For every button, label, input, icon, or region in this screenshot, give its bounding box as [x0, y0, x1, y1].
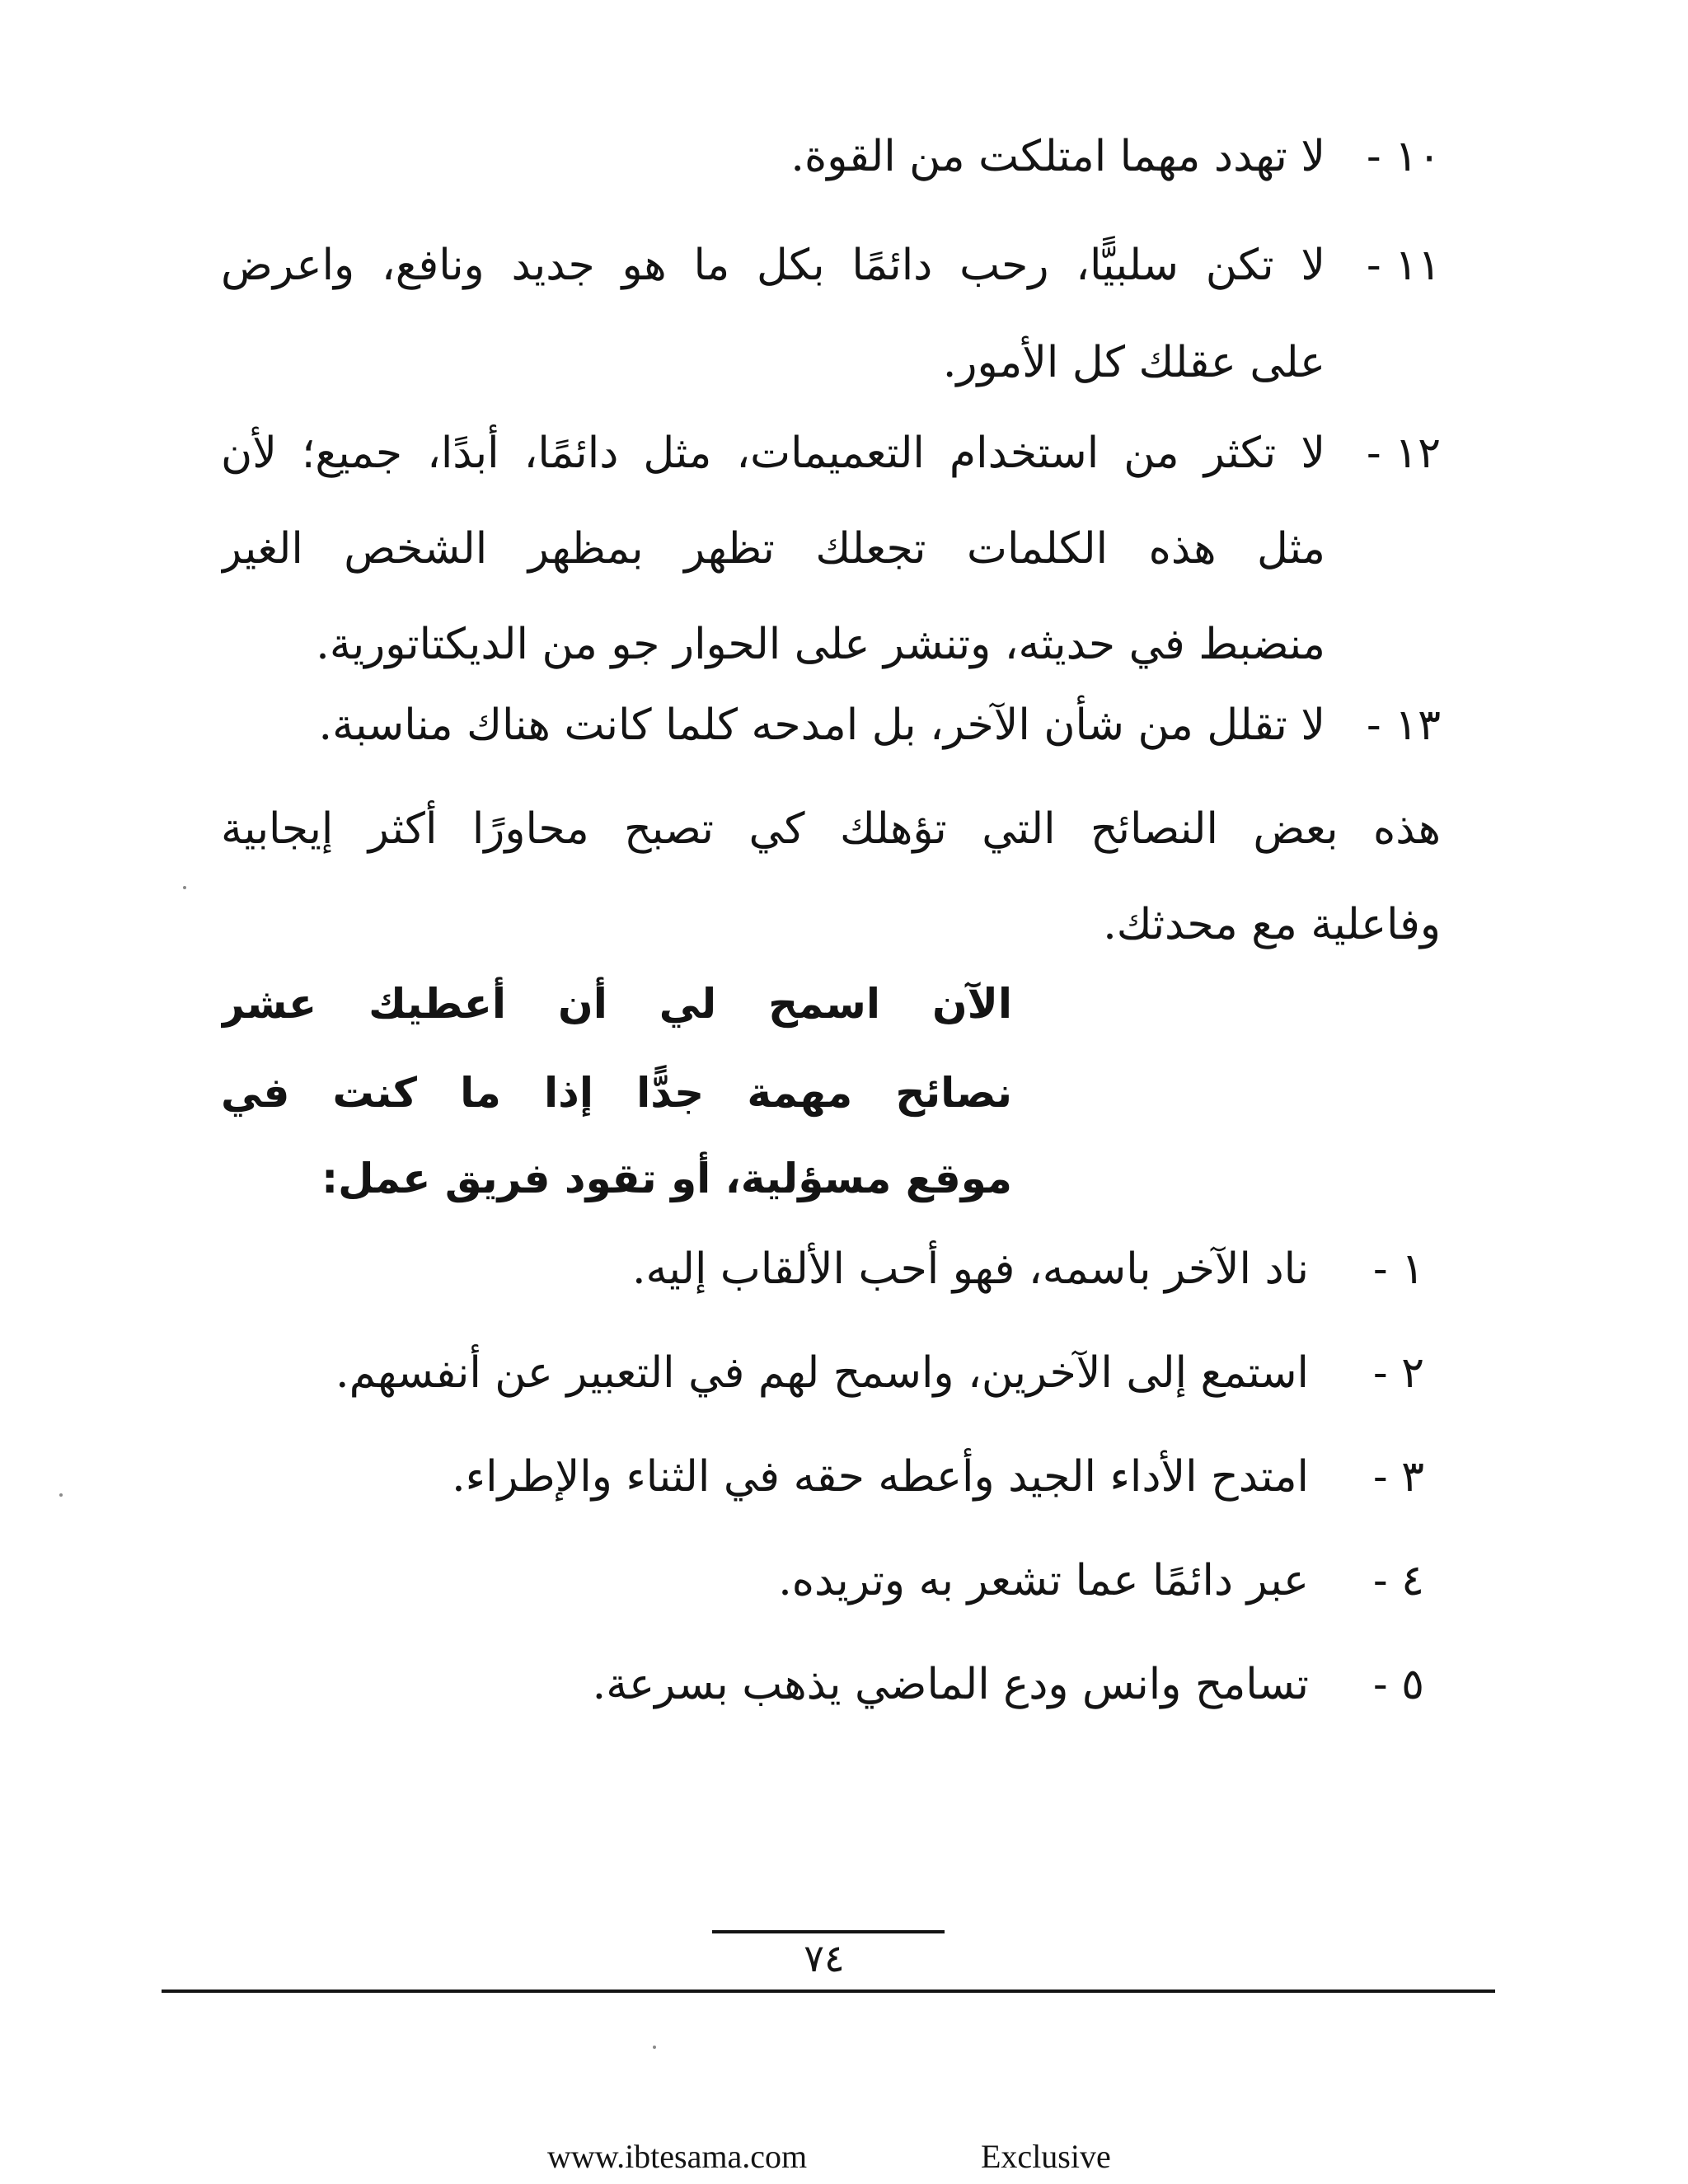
- footer-tag: Exclusive: [981, 2138, 1111, 2175]
- tip-5: [270, 1652, 1424, 1718]
- item-12-num: ١٢ -: [1367, 429, 1441, 478]
- tip-3: [270, 1444, 1424, 1510]
- tip-4: [270, 1548, 1424, 1614]
- heading-line-1: الآن اسمح لي أن أعطيك عشر: [221, 980, 1012, 1028]
- scan-speck: [59, 1493, 63, 1497]
- footer-website: www.ibtesama.com: [547, 2138, 808, 2175]
- item-10-text: لا تهدد مهما امتلكت من القوة.: [790, 132, 1325, 181]
- tip-4-num: ٤ -: [1372, 1556, 1424, 1605]
- tip-2: [270, 1340, 1424, 1406]
- scan-speck: [653, 2046, 656, 2049]
- footer-rule: [162, 1990, 1495, 1993]
- tip-5-num: ٥ -: [1372, 1660, 1424, 1709]
- tip-1: [270, 1236, 1424, 1302]
- heading-line-3: موقع مسؤلية، أو تقود فريق عمل:: [321, 1155, 1012, 1202]
- item-13-text: لا تقلل من شأن الآخر، بل امدحه كلما كانت هناك مناسبة.: [318, 701, 1325, 750]
- item-11-num: ١١ -: [1367, 241, 1441, 290]
- summary-line-1: هذه بعض النصائح التي تؤهلك كي تصبح محاورًا أكثر إيجابية: [221, 804, 1441, 854]
- item-12-line-1: لا تكثر من استخدام التعميمات، مثل دائمًا، أبدًا، جميع؛ لأن: [221, 429, 1325, 478]
- tip-1-num: ١ -: [1372, 1244, 1424, 1294]
- item-11-line-2: على عقلك كل الأمور.: [942, 338, 1325, 387]
- tip-1-text: ناد الآخر باسمه، فهو أحب الألقاب إليه.: [632, 1244, 1309, 1294]
- tip-2-num: ٢ -: [1372, 1348, 1424, 1398]
- item-12-line-2: مثل هذه الكلمات تجعلك تظهر بمظهر الشخص الغير: [221, 524, 1325, 574]
- item-10-num: ١٠ -: [1367, 132, 1441, 181]
- item-11-line-1: لا تكن سلبيًّا، رحب دائمًا بكل ما هو جديد ونافع، واعرض: [221, 241, 1325, 290]
- scan-speck: [183, 886, 186, 889]
- summary-line-2: وفاعلية مع محدثك.: [1103, 900, 1441, 949]
- tip-3-text: امتدح الأداء الجيد وأعطه حقه في الثناء والإطراء.: [452, 1452, 1309, 1502]
- item-12-line-3: منضبط في حديثه، وتنشر على الحوار جو من الديكتاتورية.: [316, 620, 1325, 669]
- heading-line-2: نصائح مهمة جدًّا إذا ما كنت في: [221, 1069, 1012, 1117]
- tip-5-text: تسامح وانس ودع الماضي يذهب بسرعة.: [592, 1660, 1309, 1709]
- tip-4-text: عبر دائمًا عما تشعر به وتريده.: [778, 1556, 1309, 1605]
- tip-2-text: استمع إلى الآخرين، واسمح لهم في التعبير عن أنفسهم.: [335, 1348, 1309, 1398]
- tip-3-num: ٣ -: [1372, 1452, 1424, 1502]
- page-number: ٧٤: [804, 1936, 845, 1980]
- item-13-num: ١٣ -: [1367, 701, 1441, 750]
